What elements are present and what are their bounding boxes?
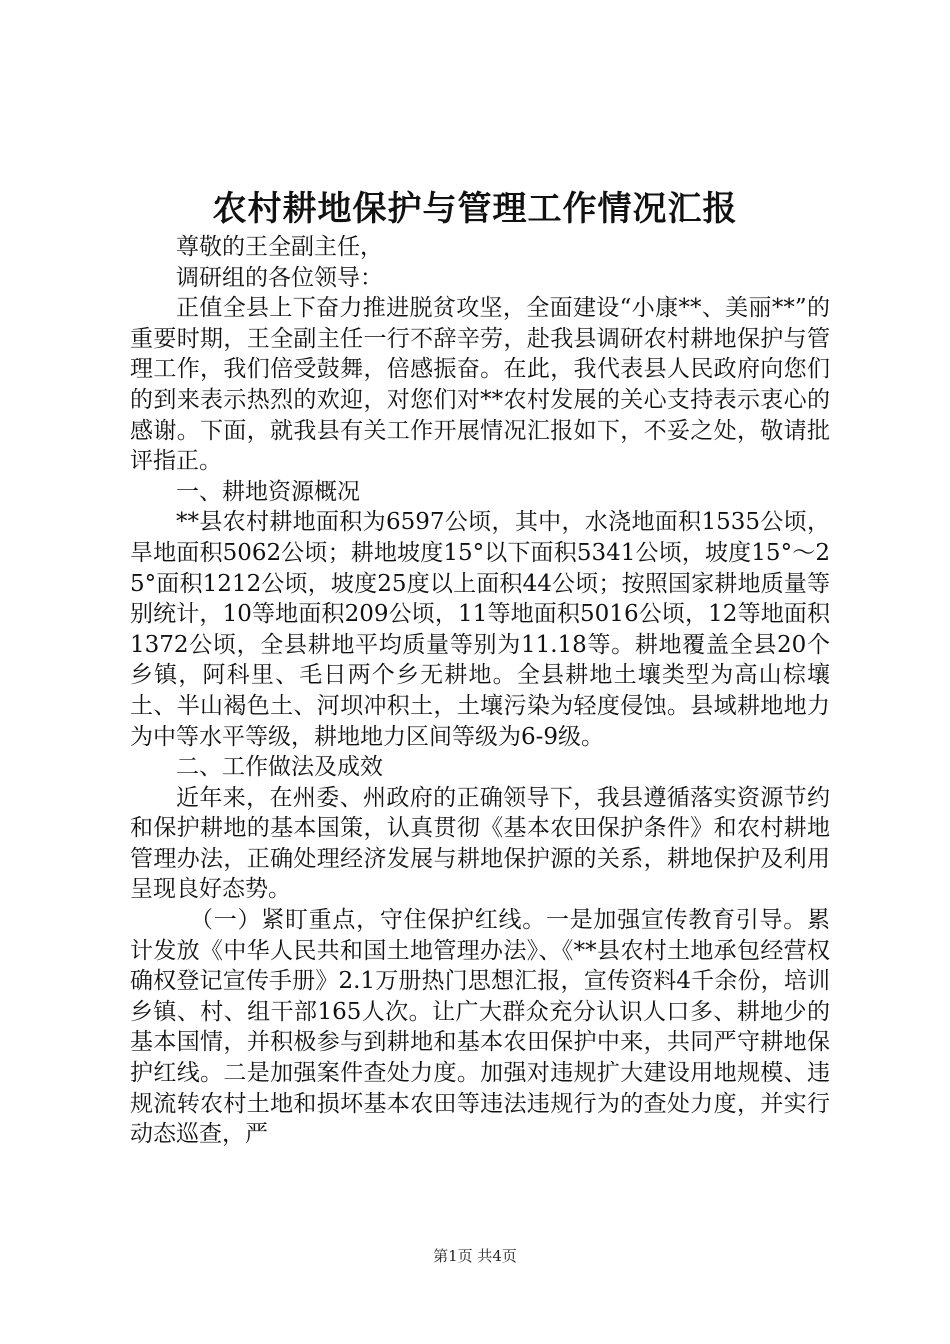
document-title: 农村耕地保护与管理工作情况汇报 — [212, 189, 738, 229]
salutation-line-2: 调研组的各位领导： — [176, 264, 383, 291]
salutation-line-1: 尊敬的王全副主任， — [176, 234, 383, 260]
subsection-1-paragraph: （一）紧盯重点，守住保护红线。一是加强宣传教育引导。累计发放《中华人民共和国土地管理办法》、《**县农村土地承包经营权确权登记宣传手册》2.1万册热门思想汇报，宣传资料4千余份，培训乡镇、村、组干部165人次。让广大群众充分认识人口多、耕地少的基本国情，并积极参与到耕地和基本农田保护中来，共同严守耕地保护红线。二是加强案件查处力度。加强对违规扩大建设用地规模、违规流转农村土地和损坏基本农田等违法违规行为的查处力度，并实行动态巡查，严 — [130, 907, 830, 1148]
intro-paragraph: 正值全县上下奋力推进脱贫攻坚，全面建设“小康**、美丽**”的重要时期，王全副主任一行不辞辛劳，赴我县调研农村耕地保护与管理工作，我们倍受鼓舞，倍感振奋。在此，我代表县人民政府向您们的到来表示热烈的欢迎，对您们对**农村发展的关心支持表示衷心的感谢。下面，就我县有关工作开展情况汇报如下，不妥之处，敬请批评指正。 — [130, 295, 830, 475]
document-body — [130, 232, 830, 1150]
section-2-heading: 二、工作做法及成效 — [176, 754, 383, 781]
section-2-paragraph: 近年来，在州委、州政府的正确领导下，我县遵循落实资源节约和保护耕地的基本国策，认真贯彻《基本农田保护条件》和农村耕地管理办法，正确处理经济发展与耕地保护源的关系，耕地保护及利用呈现良好态势。 — [130, 784, 830, 903]
section-1-heading: 一、耕地资源概况 — [176, 478, 360, 505]
section-1-paragraph: **县农村耕地面积为6597公顷，其中，水浇地面积1535公顷，旱地面积5062公顷；耕地坡度15°以下面积5341公顷，坡度15°～25°面积1212公顷，坡度25度以上面积44公顷；按照国家耕地质量等别统计，10等地面积209公顷，11等地面积5016公顷，12等地面积1372公顷，全县耕地平均质量等别为11.18等。耕地覆盖全县20个乡镇，阿科里、毛日两个乡无耕地。全县耕地土壤类型为高山棕壤土、半山褐色土、河坝冲积土，土壤污染为轻度侵蚀。县域耕地地力为中等水平等级，耕地地力区间等级为6-9级。 — [130, 509, 830, 750]
page-footer: 第1页 共4页 — [433, 1247, 517, 1265]
